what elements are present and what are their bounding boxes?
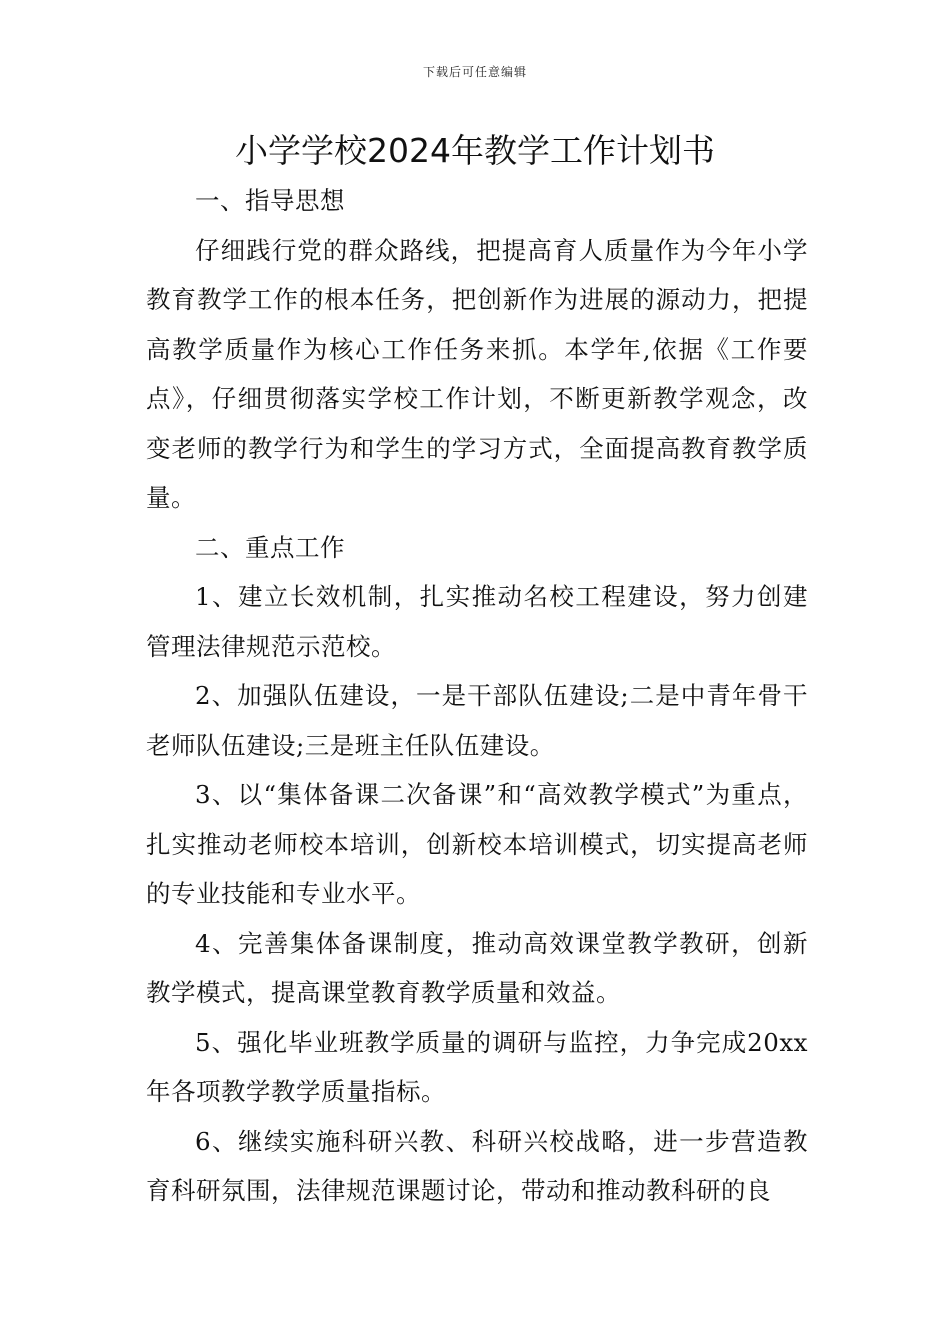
document-body: [146, 176, 808, 1216]
paragraph: 3、以“集体备课二次备课”和“高效教学模式”为重点，扎实推动老师校本培训，创新校本培训模式，切实提高老师的专业技能和专业水平。: [146, 780, 808, 908]
paragraph: 2、加强队伍建设，一是干部队伍建设;二是中青年骨干老师队伍建设;三是班主任队伍建设。: [146, 681, 808, 760]
paragraph: 4、完善集体备课制度，推动高效课堂教学教研，创新教学模式，提高课堂教育教学质量和效益。: [146, 928, 808, 1007]
paragraph: 仔细践行党的群众路线，把提高育人质量作为今年小学教育教学工作的根本任务，把创新作为进展的源动力，把提高教学质量作为核心工作任务来抓。本学年,依据《工作要点》，仔细贯彻落实学校工作计划，不断更新教学观念，改变老师的教学行为和学生的学习方式，全面提高教育教学质量。: [146, 235, 808, 512]
paragraph: 5、强化毕业班教学质量的调研与监控，力争完成20xx年各项教学教学质量指标。: [146, 1027, 808, 1106]
paragraph: 6、继续实施科研兴教、科研兴校战略，进一步营造教育科研氛围，法律规范课题讨论，带动和推动教科研的良: [146, 1126, 808, 1205]
document-title: 小学学校2024年教学工作计划书: [235, 131, 715, 170]
paragraph: 1、建立长效机制，扎实推动名校工程建设，努力创建管理法律规范示范校。: [146, 582, 808, 661]
section-heading-guiding-ideology: 一、指导思想: [195, 186, 345, 215]
section-heading-key-work: 二、重点工作: [195, 532, 345, 562]
header-note: 下载后可任意编辑: [422, 65, 527, 79]
